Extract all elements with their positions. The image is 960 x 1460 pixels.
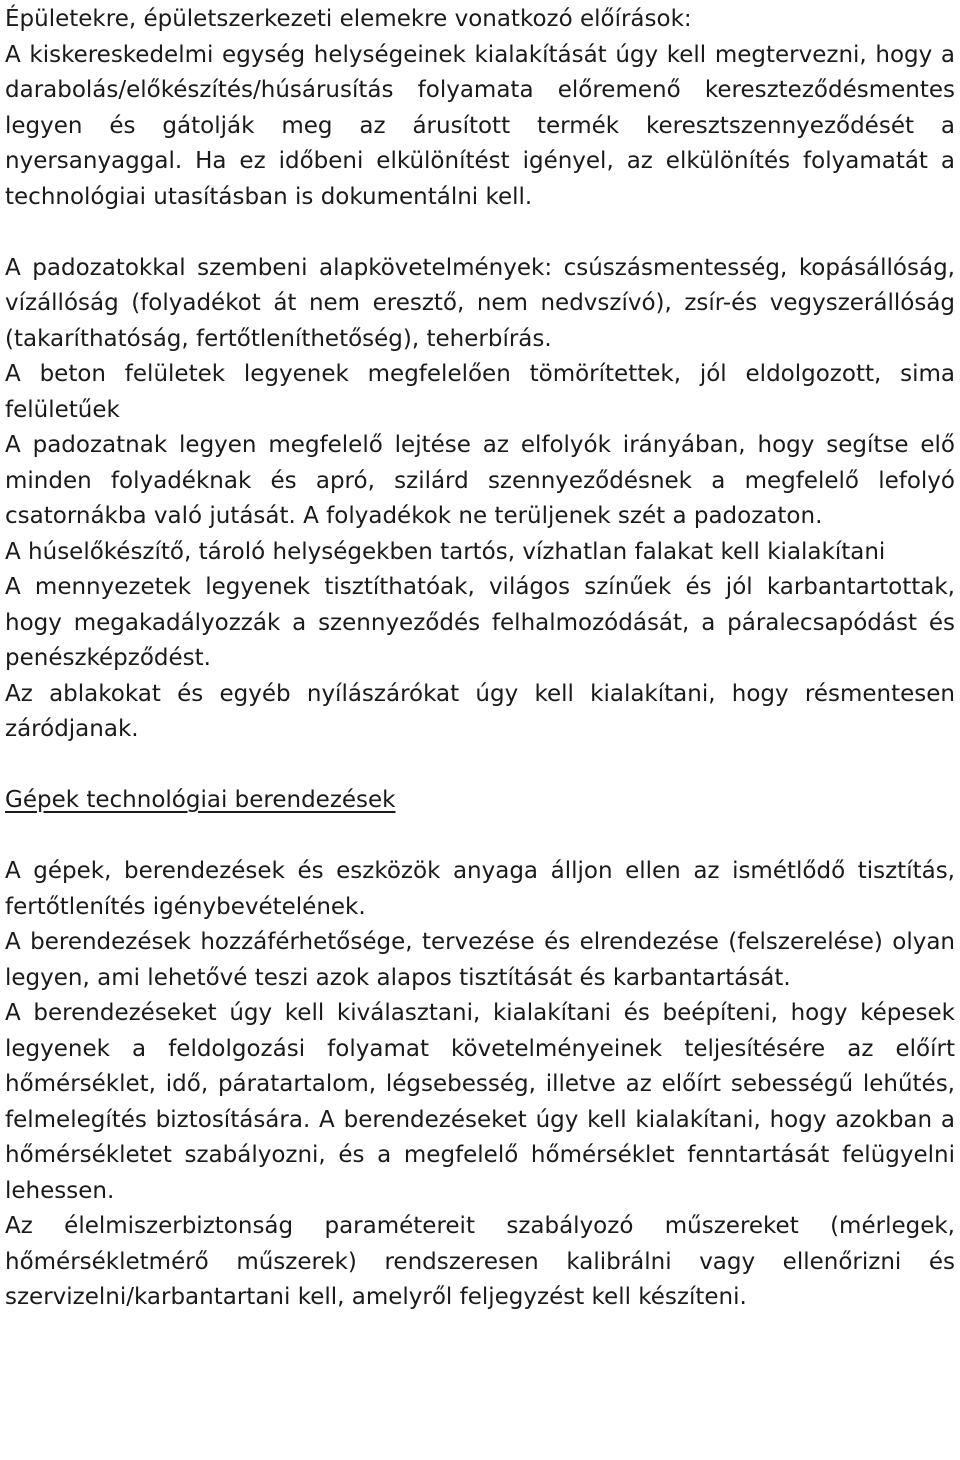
paragraph-floor-requirements: A padozatokkal szembeni alapkövetelmények: csúszásmentesség, kopásállóság, vízállóság (folyadékot át nem eresztő, nem nedvszívó), zsír-és vegyszerállóság (takaríthatóság, fertőtleníthetőség), teherbírás.: [5, 254, 955, 352]
paragraph-equipment-access: A berendezések hozzáférhetősége, tervezése és elrendezése (felszerelése) olyan legyen, ami lehetővé teszi azok alapos tisztítását és karbantartását.: [5, 929, 955, 991]
document-page: [5, 2, 955, 1316]
paragraph-gap: [5, 215, 955, 251]
paragraph-equipment-materials: A gépek, berendezések és eszközök anyaga álljon ellen az ismétlődő tisztítás, fertőtlenítés igénybevételének.: [5, 858, 955, 920]
paragraph-instrument-calibration: Az élelmiszerbiztonság paramétereit szabályozó műszereket (mérlegek, hőmérsékletmérő műszerek) rendszeresen kalibrálni vagy ellenőrizni és szervizelni/karbantartani kell, amelyről feljegyzést kell készíteni.: [5, 1213, 955, 1310]
paragraph-concrete-surfaces: A beton felületek legyenek megfelelően tömörítettek, jól eldolgozott, sima felületűek: [5, 361, 955, 423]
paragraph-floor-slope: A padozatnak legyen megfelelő lejtése az elfolyók irányában, hogy segítse elő minden folyadéknak és apró, szilárd szennyeződésnek a megfelelő lefolyó csatornákba való jutását. A folyadékok ne terüljenek szét a padozaton.: [5, 432, 955, 529]
paragraph-unit-layout: A kiskereskedelmi egység helységeinek kialakítását úgy kell megtervezni, hogy a darabolás/előkészítés/húsárusítás folyamata előremenő kereszteződésmentes legyen és gátolják meg az árusított termék keresztszennyeződését a nyersanyaggal. Ha ez időbeni elkülönítést igényel, az elkülönítés folyamatát a technológiai utasításban is dokumentálni kell.: [5, 41, 955, 210]
section-heading-equipment: Gépek technológiai berendezések: [5, 787, 396, 813]
paragraph-gap: [5, 819, 955, 855]
paragraph-ceilings: A mennyezetek legyenek tisztíthatóak, világos színűek és jól karbantartottak, hogy megakadályozzák a szennyeződés felhalmozódását, a páralecsapódást és penészképződést.: [5, 574, 955, 671]
paragraph-equipment-selection: A berendezéseket úgy kell kiválasztani, kialakítani és beépíteni, hogy képesek legyenek a feldolgozási folyamat követelményeinek teljesítésére az előírt hőmérséklet, idő, páratartalom, légsebesség, illetve az előírt sebességű lehűtés, felmelegítés biztosítására. A berendezéseket úgy kell kialakítani, hogy azokban a hőmérsékletet szabályozni, és a megfelelő hőmérséklet fenntartását felügyelni lehessen.: [5, 1000, 955, 1204]
paragraph-walls: A húselőkészítő, tároló helységekben tartós, vízhatlan falakat kell kialakítani: [5, 538, 886, 565]
paragraph-gap: [5, 748, 955, 784]
section-heading-building-requirements: Épületekre, épületszerkezeti elemekre vonatkozó előírások:: [5, 6, 692, 32]
paragraph-windows-doors: Az ablakokat és egyéb nyílászárókat úgy kell kialakítani, hogy résmentesen záródjanak.: [5, 680, 955, 742]
